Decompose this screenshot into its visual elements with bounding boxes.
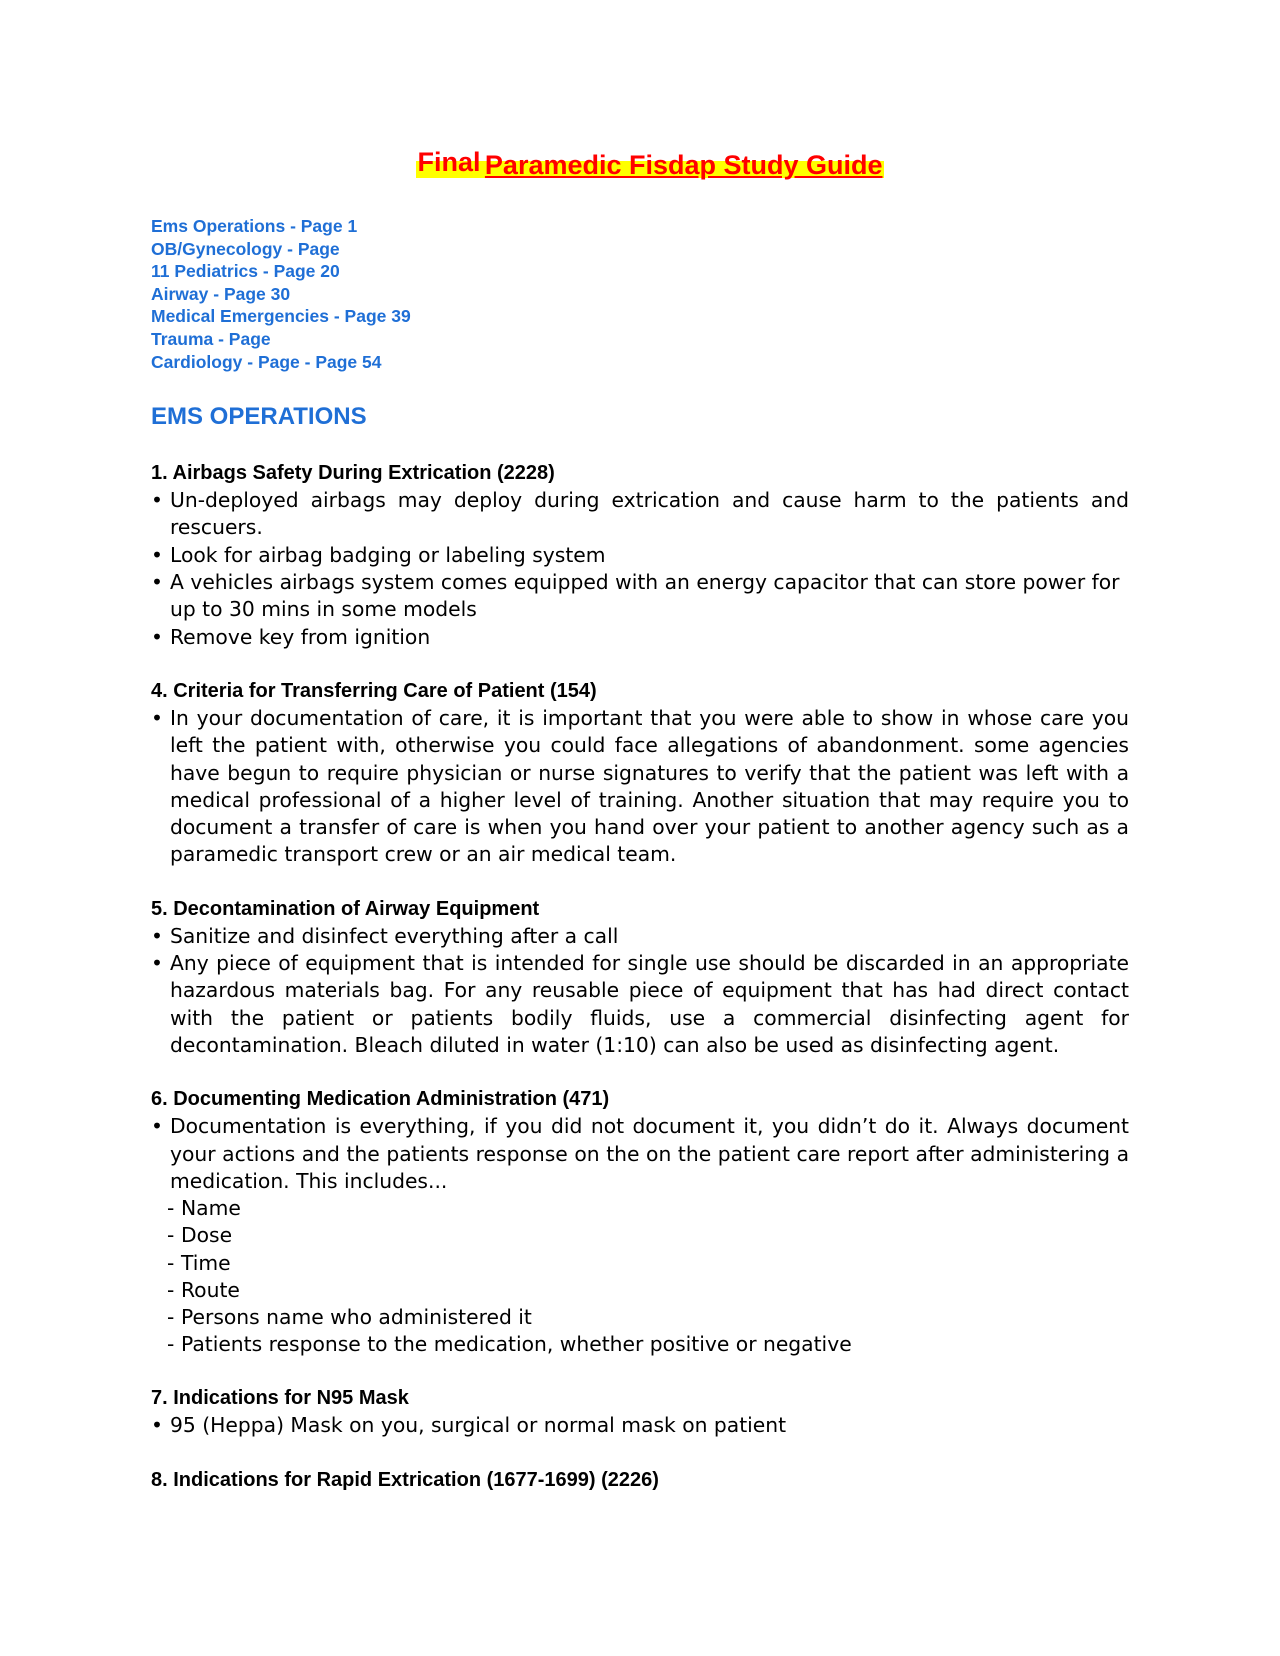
- bullet-item: • Un-deployed airbags may deploy during extrication and cause harm to the patients and rescuers.: [151, 487, 1129, 542]
- toc-item[interactable]: Medical Emergencies - Page 39: [151, 306, 411, 327]
- bullet-list: [151, 923, 1129, 1059]
- bullet-item: • A vehicles airbags system comes equipped with an energy capacitor that can store power for up to 30 mins in some models: [151, 569, 1129, 624]
- bullet-list: [151, 1412, 1129, 1439]
- item-title: 1. Airbags Safety During Extrication (2228): [151, 462, 555, 485]
- bullet-item: • Any piece of equipment that is intended for single use should be discarded in an appropriate hazardous materials bag. For any reusable piece of equipment that has had direct contact with the patient or patients bodily fluids, use a commercial disinfecting agent for decontamination. Bleach diluted in water (1:10) can also be used as disinfecting agent.: [151, 950, 1129, 1059]
- sub-item: - Name: [167, 1195, 1129, 1222]
- item-title: 4. Criteria for Transferring Care of Patient (154): [151, 679, 597, 702]
- toc-item[interactable]: Trauma - Page: [151, 328, 271, 349]
- item-title: 7. Indications for N95 Mask: [151, 1387, 409, 1410]
- study-item: [151, 1086, 1129, 1358]
- sub-item: - Time: [167, 1250, 1129, 1277]
- study-item: [151, 460, 1129, 651]
- bullet-item: • Look for airbag badging or labeling system: [151, 542, 1129, 569]
- bullet-item: • Documentation is everything, if you did not document it, you didn’t do it. Always document your actions and the patients response on the on the patient care report after administering a medication. This includes...: [151, 1113, 1129, 1195]
- bullet-item: • In your documentation of care, it is important that you were able to show in whose care you left the patient with, otherwise you could face allegations of abandonment. some agencies have begun to require physician or nurse signatures to verify that the patient was left with a medical professional of a higher level of training. Another situation that may require you to document a transfer of care is when you hand over your patient to another agency such as a paramedic transport crew or an air medical team.: [151, 705, 1129, 869]
- section-heading: EMS OPERATIONS: [151, 403, 367, 431]
- document-page: [151, 147, 1129, 1521]
- sub-item: - Route: [167, 1277, 1129, 1304]
- toc-item[interactable]: Ems Operations - Page 1: [151, 216, 358, 236]
- toc-item[interactable]: Cardiology - Page - Page 54: [151, 351, 382, 372]
- item-title: 5. Decontamination of Airway Equipment: [151, 897, 540, 920]
- toc-item[interactable]: Airway - Page 30: [151, 283, 291, 304]
- sub-item: - Persons name who administered it: [167, 1304, 1129, 1331]
- study-item: [151, 1467, 1129, 1494]
- bullet-item: • Sanitize and disinfect everything after a call: [151, 923, 1129, 950]
- title-part-final: Final: [417, 147, 481, 177]
- bullet-list: [151, 1113, 1129, 1195]
- sub-item: - Patients response to the medication, whether positive or negative: [167, 1331, 1129, 1358]
- sub-list: [151, 1195, 1129, 1358]
- study-item: [151, 1385, 1129, 1439]
- title-block: [151, 147, 1129, 181]
- toc-item[interactable]: OB/Gynecology - Page: [151, 238, 340, 259]
- bullet-list: [151, 487, 1129, 651]
- document-title: [416, 147, 883, 180]
- item-title: 8. Indications for Rapid Extrication (1677-1699) (2226): [151, 1468, 659, 1491]
- bullet-list: [151, 705, 1129, 869]
- table-of-contents: [151, 215, 1129, 373]
- sub-item: - Dose: [167, 1222, 1129, 1249]
- bullet-item: • 95 (Heppa) Mask on you, surgical or normal mask on patient: [151, 1412, 1129, 1439]
- study-item: [151, 678, 1129, 869]
- bullet-item: • Remove key from ignition: [151, 624, 1129, 651]
- item-title: 6. Documenting Medication Administration (471): [151, 1088, 610, 1111]
- study-item: [151, 896, 1129, 1059]
- toc-item[interactable]: 11 Pediatrics - Page 20: [151, 261, 340, 282]
- title-part-main: Paramedic Fisdap Study Guide: [484, 150, 883, 180]
